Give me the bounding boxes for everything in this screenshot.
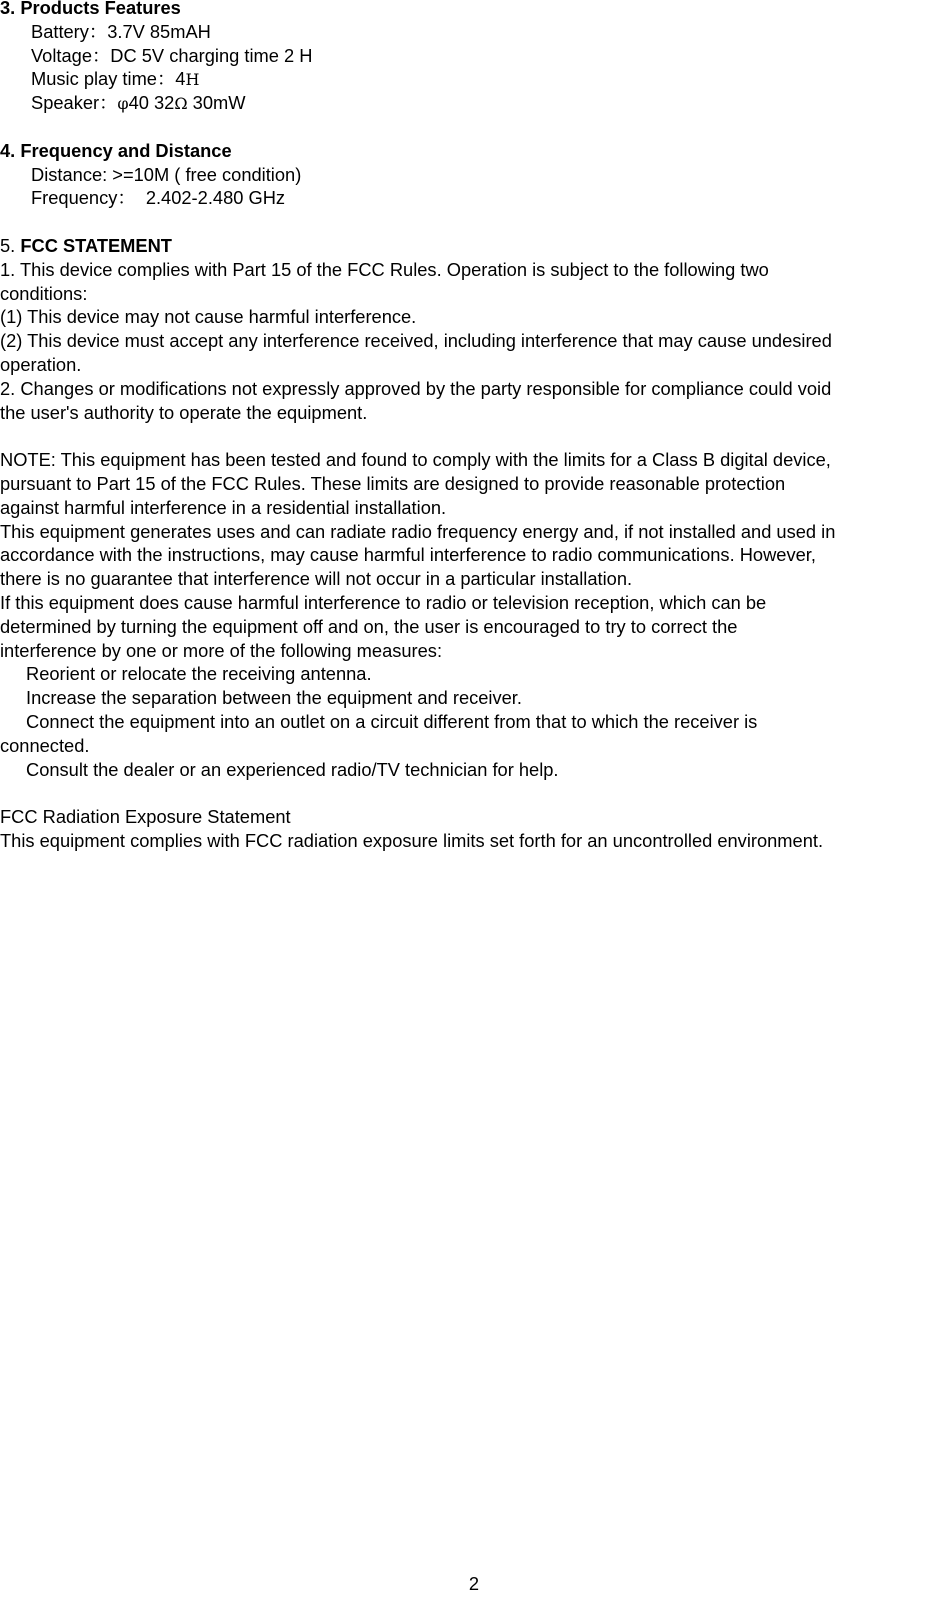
note-line: interference by one or more of the following measures: bbox=[0, 639, 443, 661]
measure-item: Reorient or relocate the receiving antenna. bbox=[26, 663, 372, 685]
spacer bbox=[0, 781, 946, 805]
note-line: This equipment generates uses and can radiate radio frequency energy and, if not installed and used in bbox=[0, 520, 836, 542]
music-play-time-value: 4 bbox=[175, 68, 186, 90]
note-line: determined by turning the equipment off and on, the user is encouraged to try to correct the bbox=[0, 615, 738, 637]
section-5-heading bbox=[0, 234, 946, 258]
section-4-heading: 4. Frequency and Distance bbox=[0, 139, 232, 161]
speaker-label: Speaker： bbox=[31, 92, 118, 114]
battery-value: 3.7V 85mAH bbox=[107, 20, 211, 42]
spacer bbox=[0, 115, 946, 139]
measure-item: Connect the equipment into an outlet on a circuit different from that to which the receiver is bbox=[26, 710, 758, 732]
section-5-number: 5. bbox=[0, 234, 21, 256]
page-number: 2 bbox=[468, 1573, 480, 1594]
fcc-statement-line: (1) This device may not cause harmful interference. bbox=[0, 306, 417, 328]
note-line: accordance with the instructions, may cause harmful interference to radio communications. However, bbox=[0, 544, 816, 566]
radiation-heading: FCC Radiation Exposure Statement bbox=[0, 806, 291, 828]
section-3-heading: 3. Products Features bbox=[0, 0, 181, 18]
music-play-time-spec bbox=[0, 67, 946, 91]
battery-label: Battery： bbox=[31, 20, 108, 42]
speaker-value-size: 40 32 bbox=[128, 92, 175, 114]
frequency-label: Frequency： bbox=[31, 187, 136, 209]
speaker-phi-symbol: φ bbox=[117, 94, 129, 114]
fcc-statement-line: 1. This device complies with Part 15 of the FCC Rules. Operation is subject to the following two bbox=[0, 258, 769, 280]
section-5-title: FCC STATEMENT bbox=[20, 234, 172, 256]
note-line: there is no guarantee that interference will not occur in a particular installation. bbox=[0, 568, 633, 590]
measure-item: Consult the dealer or an experienced radio/TV technician for help. bbox=[26, 758, 559, 780]
spacer bbox=[0, 424, 946, 448]
fcc-statement-line: 2. Changes or modifications not expressly approved by the party responsible for compliance could void bbox=[0, 377, 832, 399]
measure-item-continuation: connected. bbox=[0, 734, 90, 756]
radiation-text: This equipment complies with FCC radiation exposure limits set forth for an uncontrolled environment. bbox=[0, 829, 824, 851]
note-line: pursuant to Part 15 of the FCC Rules. These limits are designed to provide reasonable protection bbox=[0, 472, 786, 494]
music-play-time-label: Music play time： bbox=[31, 68, 176, 90]
fcc-statement-line: operation. bbox=[0, 353, 82, 375]
frequency-value: 2.402-2.480 GHz bbox=[135, 187, 286, 209]
spacer bbox=[0, 210, 946, 234]
voltage-spec bbox=[0, 44, 946, 68]
music-play-time-unit: H bbox=[185, 70, 200, 90]
note-line: NOTE: This equipment has been tested and found to comply with the limits for a Class B digital device, bbox=[0, 449, 831, 471]
fcc-statement-line: the user's authority to operate the equipment. bbox=[0, 401, 368, 423]
fcc-statement-line: (2) This device must accept any interference received, including interference that may cause undesired bbox=[0, 330, 832, 352]
voltage-value: DC 5V charging time 2 H bbox=[110, 44, 313, 66]
speaker-spec bbox=[0, 91, 946, 115]
fcc-statement-line: conditions: bbox=[0, 282, 88, 304]
frequency-spec bbox=[0, 186, 946, 210]
battery-spec bbox=[0, 20, 946, 44]
measure-item: Increase the separation between the equipment and receiver. bbox=[26, 687, 522, 709]
note-line: If this equipment does cause harmful interference to radio or television reception, which can be bbox=[0, 591, 767, 613]
speaker-ohm-symbol: Ω bbox=[174, 94, 188, 114]
note-line: against harmful interference in a residential installation. bbox=[0, 496, 447, 518]
voltage-label: Voltage： bbox=[31, 44, 111, 66]
distance-spec: Distance: >=10M ( free condition) bbox=[31, 163, 302, 185]
speaker-value-power: 30mW bbox=[187, 92, 246, 114]
